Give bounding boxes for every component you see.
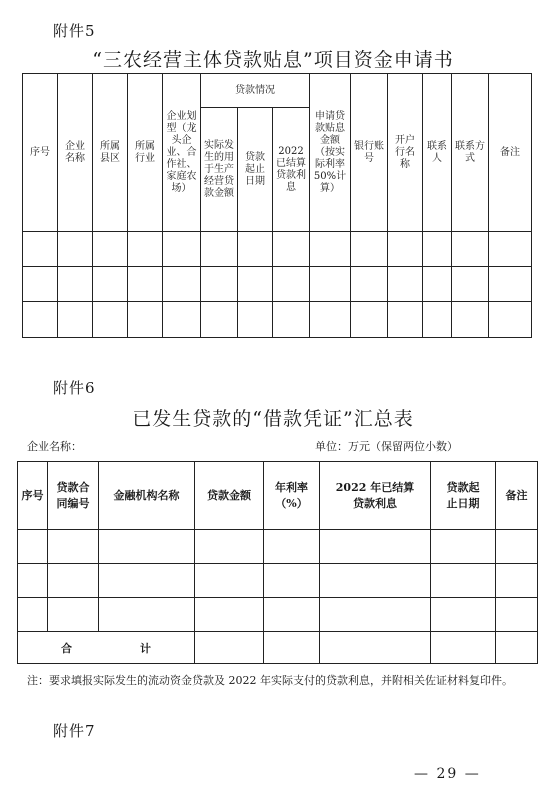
unit-label: 单位：万元（保留两位小数） xyxy=(315,440,458,453)
table-row xyxy=(18,598,538,632)
annex-6-label: 附件6 xyxy=(53,379,96,397)
header-industry: 所属行业 xyxy=(128,74,163,232)
table1-title: “三农经营主体贷款贴息”项目资金申请书 xyxy=(92,49,454,71)
header-institution: 金融机构名称 xyxy=(99,462,195,530)
total-label: 合 计 xyxy=(18,632,195,664)
table-row xyxy=(23,267,532,302)
table-row xyxy=(23,302,532,338)
company-name-label: 企业名称： xyxy=(27,440,82,453)
subsidy-application-table xyxy=(22,73,532,338)
header-contact-info: 联系方式 xyxy=(452,74,489,232)
header-enterprise-type: 企业划型（龙头企业、合作社、家庭农场） xyxy=(163,74,201,232)
annex-7-label: 附件7 xyxy=(53,722,96,740)
header-seq: 序号 xyxy=(23,74,58,232)
header-amount: 贷款金额 xyxy=(195,462,264,530)
annex-5-label: 附件5 xyxy=(53,22,96,40)
table-row xyxy=(18,530,538,564)
header-company-name: 企业名称 xyxy=(58,74,93,232)
header-loan-status: 贷款情况 xyxy=(201,74,310,108)
table2-title: 已发生贷款的“借款凭证”汇总表 xyxy=(132,408,414,430)
loan-voucher-summary-table xyxy=(17,461,538,664)
header-actual-amount: 实际发生的用于生产经营贷款金额 xyxy=(201,108,238,232)
header-contact: 联系人 xyxy=(423,74,452,232)
table-row xyxy=(18,564,538,598)
header-bank-account: 银行账号 xyxy=(351,74,388,232)
header-loan-dates: 贷款起止日期 xyxy=(238,108,273,232)
table-row xyxy=(23,232,532,267)
header-subsidy-amount: 申请贷款贴息金额（按实际利率50%计算） xyxy=(310,74,351,232)
total-row xyxy=(18,632,538,664)
header-rate: 年利率（%） xyxy=(264,462,320,530)
header-remarks: 备注 xyxy=(496,462,538,530)
header-interest-2022: 2022 年已结算贷款利息 xyxy=(320,462,431,530)
header-seq: 序号 xyxy=(18,462,48,530)
header-contract-no: 贷款合同编号 xyxy=(48,462,99,530)
page-number: — 29 — xyxy=(414,766,481,782)
header-settled-interest: 2022已结算贷款利息 xyxy=(273,108,310,232)
header-remarks: 备注 xyxy=(489,74,532,232)
header-dates: 贷款起止日期 xyxy=(431,462,496,530)
note-text: 注：要求填报实际发生的流动资金贷款及 2022 年实际支付的贷款利息，并附相关佐证材料复印件。 xyxy=(27,674,513,687)
header-bank-name: 开户行名称 xyxy=(388,74,423,232)
header-county: 所属县区 xyxy=(93,74,128,232)
